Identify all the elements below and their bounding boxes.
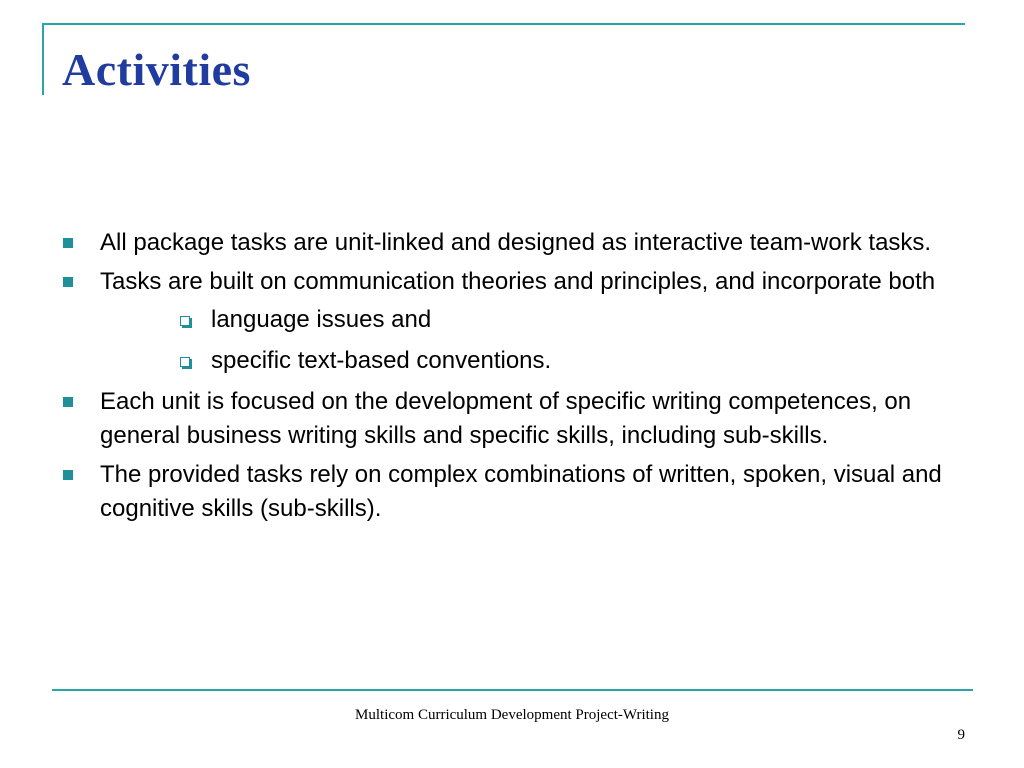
title-frame-left-line	[42, 23, 44, 95]
sub-bullet-item	[100, 344, 980, 378]
square-bullet-icon	[63, 397, 73, 407]
sub-bullet-text: language issues and	[211, 306, 432, 333]
sub-bullet-list	[100, 303, 980, 378]
square-bullet-icon	[63, 277, 73, 287]
bullet-text: All package tasks are unit-linked and designed as interactive team-work tasks.	[100, 229, 932, 256]
bullet-item	[60, 265, 980, 378]
bullet-text: Tasks are built on communication theories and principles, and incorporate both	[100, 268, 936, 295]
bullet-item	[60, 385, 980, 453]
footer-text: Multicom Curriculum Development Project-Writing	[355, 707, 669, 723]
bullet-item	[60, 226, 980, 260]
square-bullet-icon	[63, 238, 73, 248]
footer-divider	[52, 689, 973, 691]
bullet-item	[60, 458, 980, 526]
bullet-text: Each unit is focused on the development of specific writing competences, on general business writing skills and specific skills, including sub-skills.	[100, 388, 912, 449]
bullet-text: The provided tasks rely on complex combinations of written, spoken, visual and cognitive skills (sub-skills).	[100, 461, 942, 522]
square-bullet-icon	[63, 470, 73, 480]
title-frame-top-line	[42, 23, 965, 25]
hollow-square-bullet-icon	[180, 357, 190, 367]
sub-bullet-text: specific text-based conventions.	[211, 347, 552, 374]
page-number: 9	[957, 727, 965, 743]
sub-bullet-item	[100, 303, 980, 337]
slide-title: Activities	[62, 44, 251, 95]
bullet-list	[60, 226, 980, 531]
hollow-square-bullet-icon	[180, 316, 190, 326]
